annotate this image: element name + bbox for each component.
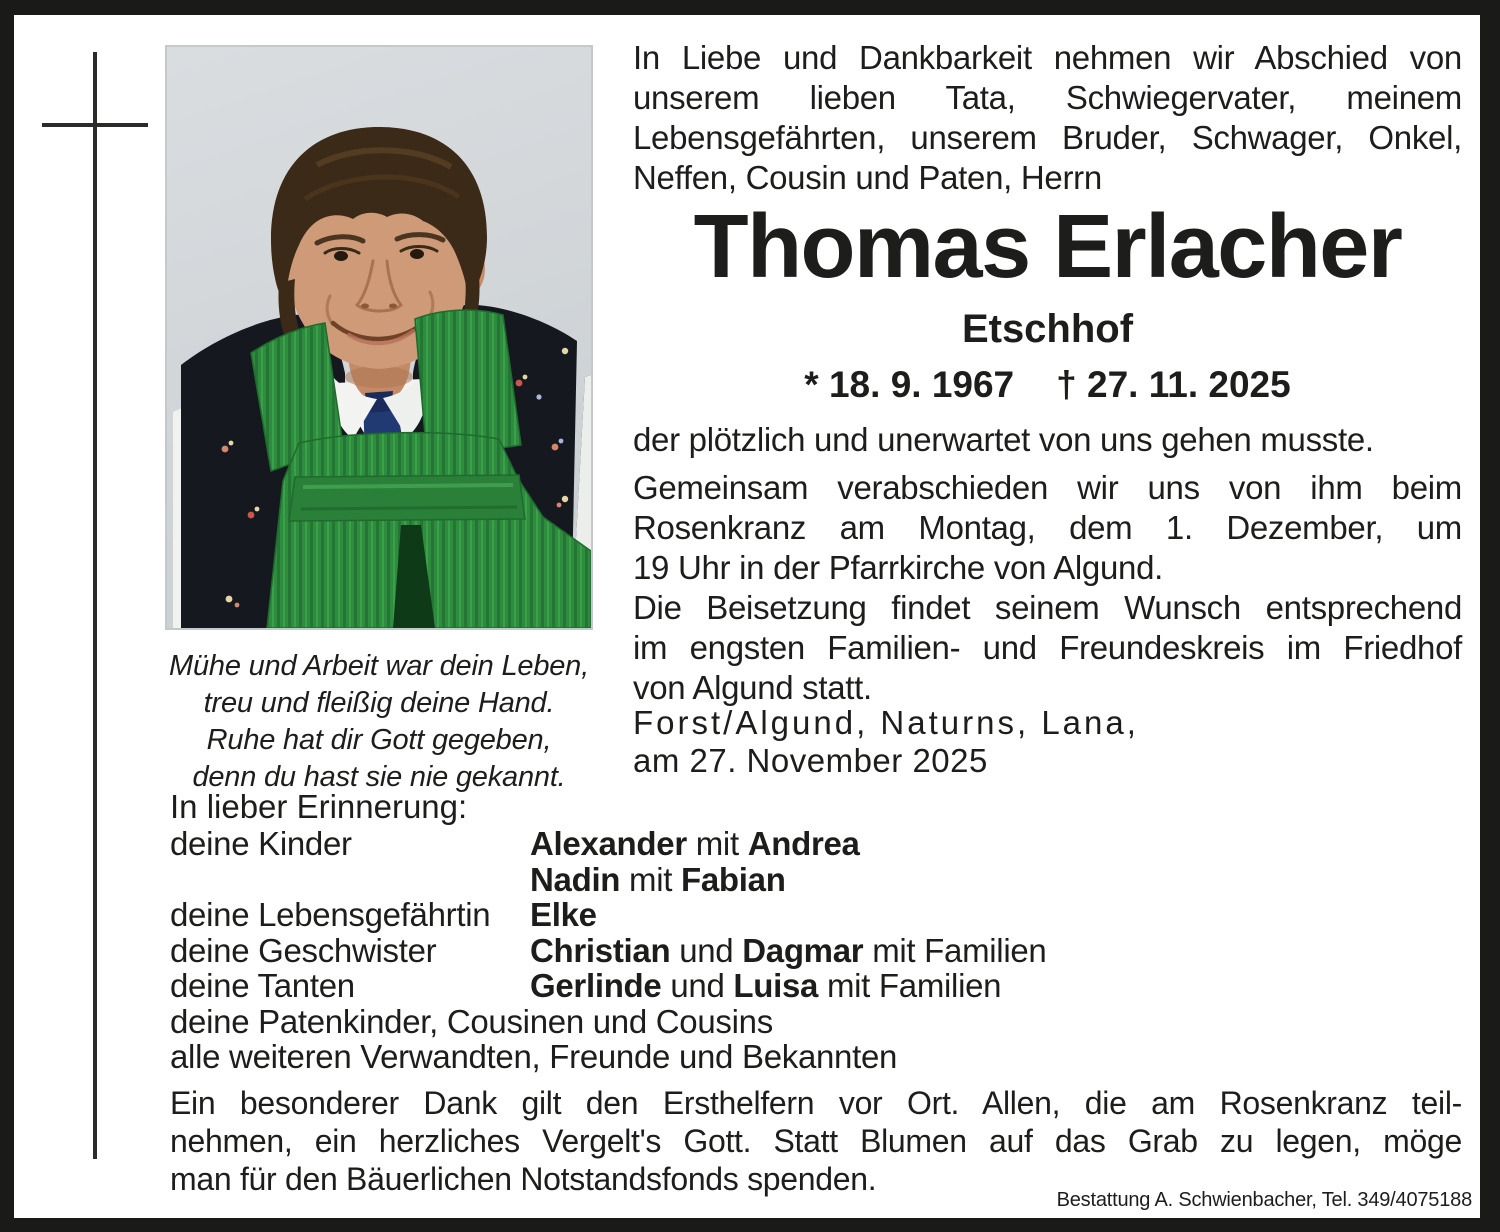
remembrance-heading: In lieber Erinnerung: xyxy=(170,788,468,825)
death-circumstance: der plötzlich und unerwartet von uns gehen musste. xyxy=(633,421,1374,458)
cross-icon-bar xyxy=(42,123,148,127)
family-row-label: deine Lebensgefährtin xyxy=(170,896,491,933)
family-row-label xyxy=(170,862,530,898)
family-list xyxy=(170,826,1462,1075)
family-row-label: deine Geschwister xyxy=(170,931,437,969)
neck-shadow xyxy=(345,366,413,388)
family-row-label: deine Kinder xyxy=(170,825,352,862)
date-line: am 27. November 2025 xyxy=(633,742,988,779)
portrait-illustration xyxy=(167,47,591,628)
deceased-name: Thomas Erlacher xyxy=(693,197,1402,297)
family-row-names: Christian und Dagmar mit Familien xyxy=(530,931,1047,969)
places-line: Forst/Algund, Naturns, Lana, xyxy=(633,704,1139,741)
thanks-paragraph: Ein besonderer Dank gilt den Ersthelfern vor Ort. Allen, die am Rosenkranz teil- nehmen, ein herzliches Vergelt's Gott. Statt Blumen auf das Grab zu legen, möge man für den Bäuerlichen Notstandsfonds spenden. xyxy=(170,1085,1462,1197)
family-row-partner xyxy=(170,897,1462,933)
family-row-aunts xyxy=(170,968,1462,1004)
cross-icon xyxy=(93,52,97,1159)
birth-date: * 18. 9. 1967 xyxy=(804,364,1015,405)
family-row-siblings xyxy=(170,933,1462,969)
death-date: † 27. 11. 2025 xyxy=(1056,364,1291,405)
burial-info: Die Beisetzung findet seinem Wunsch entsprechend im engsten Familien- und Freundeskreis im Friedhof von Algund statt. xyxy=(633,589,1462,706)
memorial-poem: Mühe und Arbeit war dein Leben, treu und fleißig deine Hand. Ruhe hat dir Gott gegeben, denn du hast sie nie gekannt. xyxy=(169,650,589,793)
life-dates xyxy=(633,362,1462,408)
farm-name: Etschhof xyxy=(961,307,1134,351)
family-row-children xyxy=(170,826,1462,862)
family-row-children-2 xyxy=(170,862,1462,898)
intro-paragraph: In Liebe und Dankbarkeit nehmen wir Abschied von unserem lieben Tata, Schwiegervater, meinem Lebensgefährten, unserem Bruder, Schwager, Onkel, Neffen, Cousin und Paten, Herrn xyxy=(633,39,1462,196)
family-row-names: Gerlinde und Luisa mit Familien xyxy=(530,967,1002,1004)
family-extra-line: alle weiteren Verwandten, Freunde und Bekannten xyxy=(170,1038,898,1075)
portrait-photo xyxy=(165,45,593,630)
family-extra-line: deine Patenkinder, Cousinen und Cousins xyxy=(170,1002,773,1040)
family-row-names: Elke xyxy=(530,896,597,933)
family-row-names: Alexander mit Andrea xyxy=(530,825,860,862)
family-row-names: Nadin mit Fabian xyxy=(530,860,786,898)
family-row-label: deine Tanten xyxy=(170,967,355,1004)
rosary-info: Gemeinsam verabschieden wir uns von ihm beim Rosenkranz am Montag, dem 1. Dezember, um 19 Uhr in der Pfarrkirche von Algund. xyxy=(633,469,1462,586)
funeral-home-info: Bestattung A. Schwienbacher, Tel. 349/4075188 xyxy=(1056,1189,1472,1211)
